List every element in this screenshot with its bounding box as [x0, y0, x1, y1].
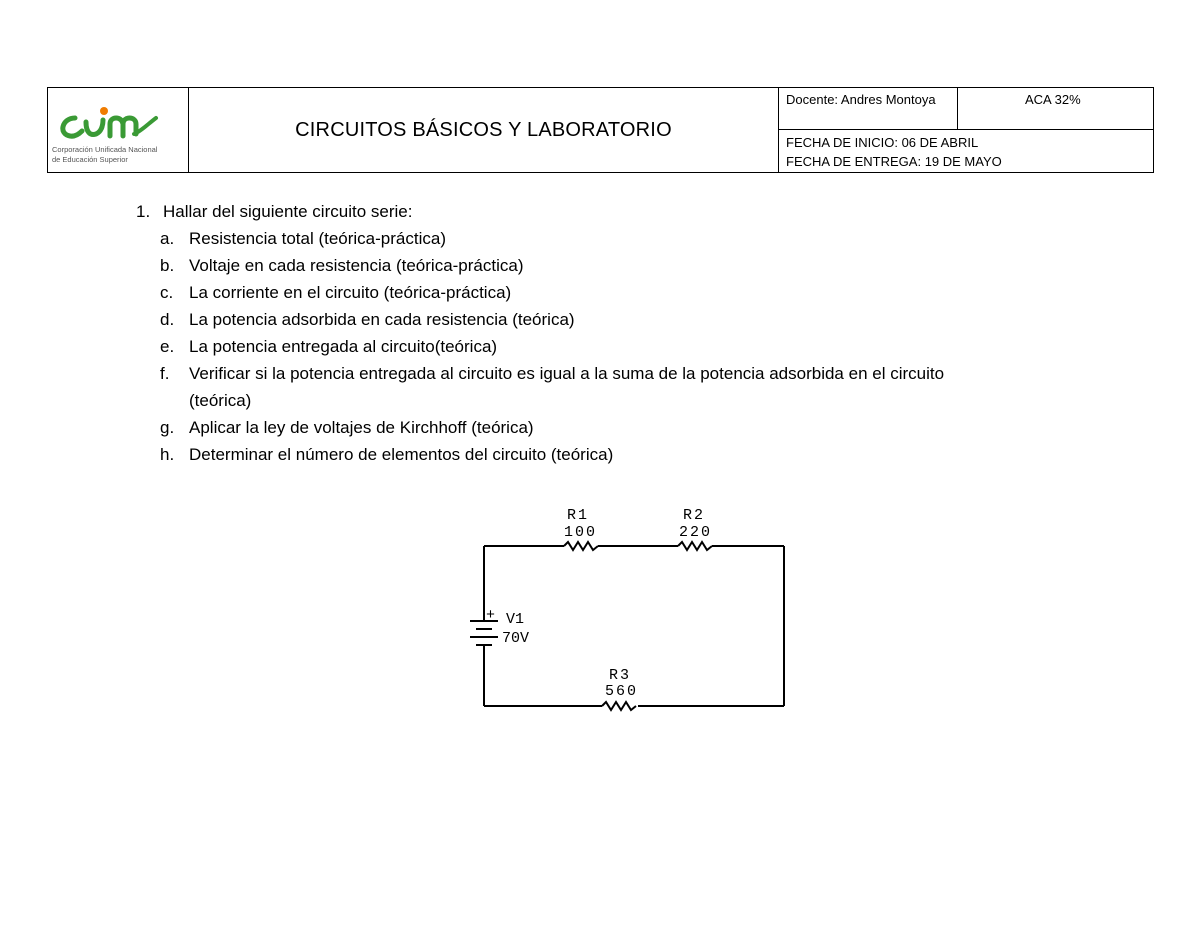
v1-value: 70V	[502, 630, 530, 647]
resistor-r1-icon	[564, 542, 598, 550]
question-number: 1.	[136, 202, 151, 221]
item-letter: h.	[160, 445, 175, 464]
divider	[778, 129, 1153, 130]
fecha-inicio: FECHA DE INICIO: 06 DE ABRIL	[786, 135, 979, 150]
series-circuit	[440, 495, 810, 725]
item-letter: f.	[160, 364, 170, 383]
battery-v1-icon	[470, 621, 498, 645]
item-letter: e.	[160, 337, 175, 356]
item-text: Resistencia total (teórica-práctica)	[189, 229, 446, 248]
resistor-r2-icon	[678, 542, 712, 550]
divider	[778, 88, 779, 172]
item-letter: a.	[160, 229, 175, 248]
r2-name: R2	[683, 507, 706, 524]
page-title: CIRCUITOS BÁSICOS Y LABORATORIO	[295, 118, 672, 141]
r2-value: 220	[679, 524, 713, 541]
item-letter: d.	[160, 310, 175, 329]
item-letter: g.	[160, 418, 175, 437]
item-text: Determinar el número de elementos del circuito (teórica)	[189, 445, 614, 464]
item-letter: c.	[160, 283, 174, 302]
r3-value: 560	[605, 683, 639, 700]
circuit-wires	[484, 546, 784, 706]
item-letter: b.	[160, 256, 175, 275]
v1-polarity: +	[486, 607, 496, 624]
r1-value: 100	[564, 524, 598, 541]
item-text: (teórica)	[189, 391, 252, 410]
logo-subtitle-2: de Educación Superior	[52, 155, 128, 164]
divider	[957, 88, 958, 129]
cun-logo-icon	[48, 88, 188, 172]
logo	[48, 88, 188, 172]
aca-label: ACA 32%	[1025, 92, 1081, 107]
question-text: Hallar del siguiente circuito serie:	[163, 202, 413, 221]
logo-subtitle-1: Corporación Unificada Nacional	[52, 145, 158, 154]
item-text: Voltaje en cada resistencia (teórica-práctica)	[189, 256, 524, 275]
fecha-entrega: FECHA DE ENTREGA: 19 DE MAYO	[786, 154, 1002, 169]
header-table	[47, 87, 1154, 173]
item-text: Aplicar la ley de voltajes de Kirchhoff (teórica)	[189, 418, 534, 437]
v1-name: V1	[506, 611, 525, 628]
r3-name: R3	[609, 667, 632, 684]
item-text: La potencia adsorbida en cada resistencia (teórica)	[189, 310, 575, 329]
resistor-r3-icon	[602, 702, 636, 710]
circuit-diagram	[440, 495, 810, 725]
item-text: La potencia entregada al circuito(teórica)	[189, 337, 498, 356]
r1-name: R1	[567, 507, 590, 524]
docente-label: Docente: Andres Montoya	[786, 92, 936, 107]
item-text: La corriente en el circuito (teórica-práctica)	[189, 283, 512, 302]
item-text: Verificar si la potencia entregada al circuito es igual a la suma de la potencia adsorbida en el circuito	[189, 364, 945, 383]
